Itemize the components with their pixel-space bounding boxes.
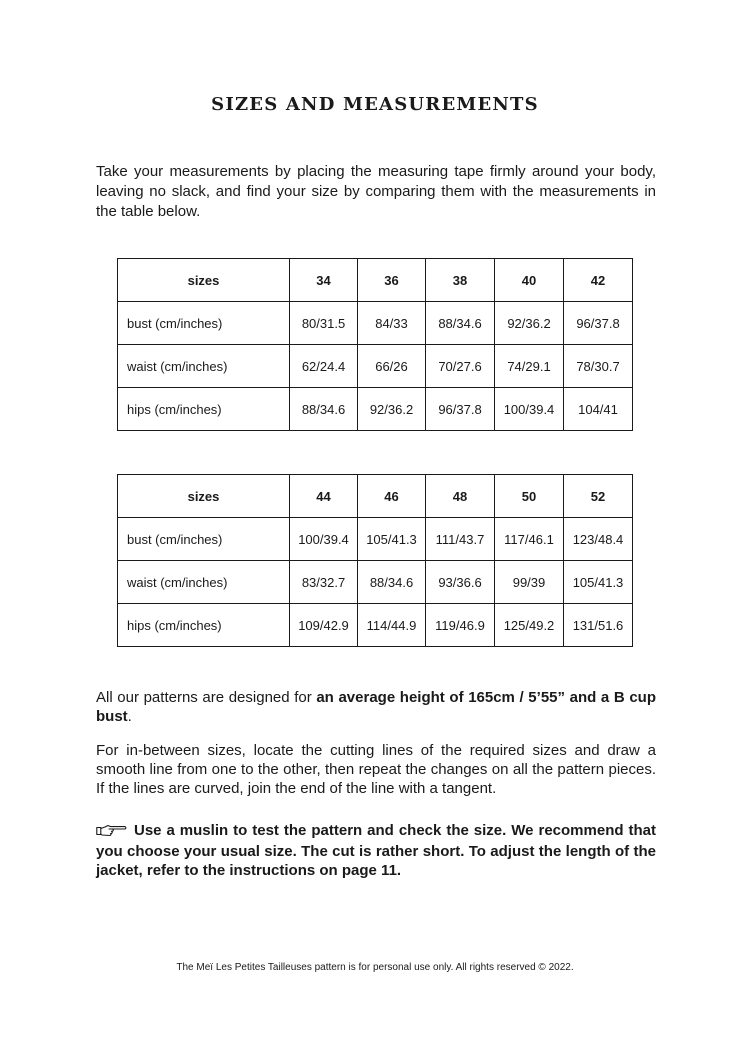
table-cell: 92/36.2: [358, 388, 426, 431]
table-cell: 92/36.2: [495, 302, 564, 345]
row-label: bust (cm/inches): [118, 302, 290, 345]
header-cell: 46: [358, 475, 426, 518]
table-cell: 70/27.6: [426, 345, 495, 388]
table-cell: 111/43.7: [426, 518, 495, 561]
table-cell: 100/39.4: [495, 388, 564, 431]
table-cell: 93/36.6: [426, 561, 495, 604]
table-cell: 74/29.1: [495, 345, 564, 388]
table-cell: 88/34.6: [290, 388, 358, 431]
table-row: [118, 388, 633, 431]
table-cell: 114/44.9: [358, 604, 426, 647]
table-cell: 99/39: [495, 561, 564, 604]
size-table-2: [117, 474, 633, 647]
row-label: waist (cm/inches): [118, 345, 290, 388]
table-cell: 123/48.4: [564, 518, 633, 561]
row-label: bust (cm/inches): [118, 518, 290, 561]
page-title: SIZES AND MEASUREMENTS: [211, 94, 539, 115]
table-cell: 66/26: [358, 345, 426, 388]
height-note-suffix: .: [127, 708, 132, 725]
height-note-prefix: All our patterns are designed for: [96, 689, 317, 706]
row-label: hips (cm/inches): [118, 388, 290, 431]
header-cell: 42: [564, 259, 633, 302]
table-cell: 109/42.9: [290, 604, 358, 647]
copyright-footer: The Meï Les Petites Tailleuses pattern is for personal use only. All rights reserved © 2022.: [176, 962, 574, 973]
table-row: [118, 518, 633, 561]
table-cell: 62/24.4: [290, 345, 358, 388]
header-cell: 48: [426, 475, 495, 518]
table-cell: 88/34.6: [358, 561, 426, 604]
pointing-hand-icon: [96, 823, 128, 842]
table-cell: 131/51.6: [564, 604, 633, 647]
table-cell: 84/33: [358, 302, 426, 345]
height-note-bold: an average height of 165cm / 5’55” and a B cup bust: [96, 689, 656, 725]
row-label: hips (cm/inches): [118, 604, 290, 647]
header-cell: 36: [358, 259, 426, 302]
table-row: [118, 604, 633, 647]
intro-paragraph: Take your measurements by placing the measuring tape firmly around your body, leaving no slack, and find your size by comparing them with the measurements in the table below.: [96, 163, 656, 220]
table-cell: 104/41: [564, 388, 633, 431]
table-cell: 100/39.4: [290, 518, 358, 561]
header-cell: 52: [564, 475, 633, 518]
table-header-row: [118, 259, 633, 302]
row-label: waist (cm/inches): [118, 561, 290, 604]
header-cell: 44: [290, 475, 358, 518]
table-cell: 96/37.8: [426, 388, 495, 431]
height-note-paragraph: [96, 688, 656, 726]
muslin-tip-text: Use a muslin to test the pattern and check the size. We recommend that you choose your usual size. The cut is rather short. To adjust the length of the jacket, refer to the instructions on page 11.: [96, 822, 656, 879]
table-row: [118, 302, 633, 345]
table-cell: 105/41.3: [564, 561, 633, 604]
header-cell: sizes: [118, 475, 290, 518]
in-between-sizes-paragraph: For in-between sizes, locate the cutting lines of the required sizes and draw a smooth line from one to the other, then repeat the changes on all the pattern pieces. If the lines are curved, join the end of the line with a tangent.: [96, 742, 656, 797]
table-header-row: [118, 475, 633, 518]
table-cell: 119/46.9: [426, 604, 495, 647]
header-cell: 50: [495, 475, 564, 518]
table-cell: 83/32.7: [290, 561, 358, 604]
header-cell: 38: [426, 259, 495, 302]
table-cell: 88/34.6: [426, 302, 495, 345]
size-table-1: [117, 258, 633, 431]
table-cell: 117/46.1: [495, 518, 564, 561]
muslin-tip-paragraph: [96, 821, 656, 880]
header-cell: sizes: [118, 259, 290, 302]
table-cell: 105/41.3: [358, 518, 426, 561]
table-cell: 125/49.2: [495, 604, 564, 647]
table-cell: 78/30.7: [564, 345, 633, 388]
table-cell: 96/37.8: [564, 302, 633, 345]
header-cell: 40: [495, 259, 564, 302]
table-row: [118, 561, 633, 604]
header-cell: 34: [290, 259, 358, 302]
table-cell: 80/31.5: [290, 302, 358, 345]
table-row: [118, 345, 633, 388]
